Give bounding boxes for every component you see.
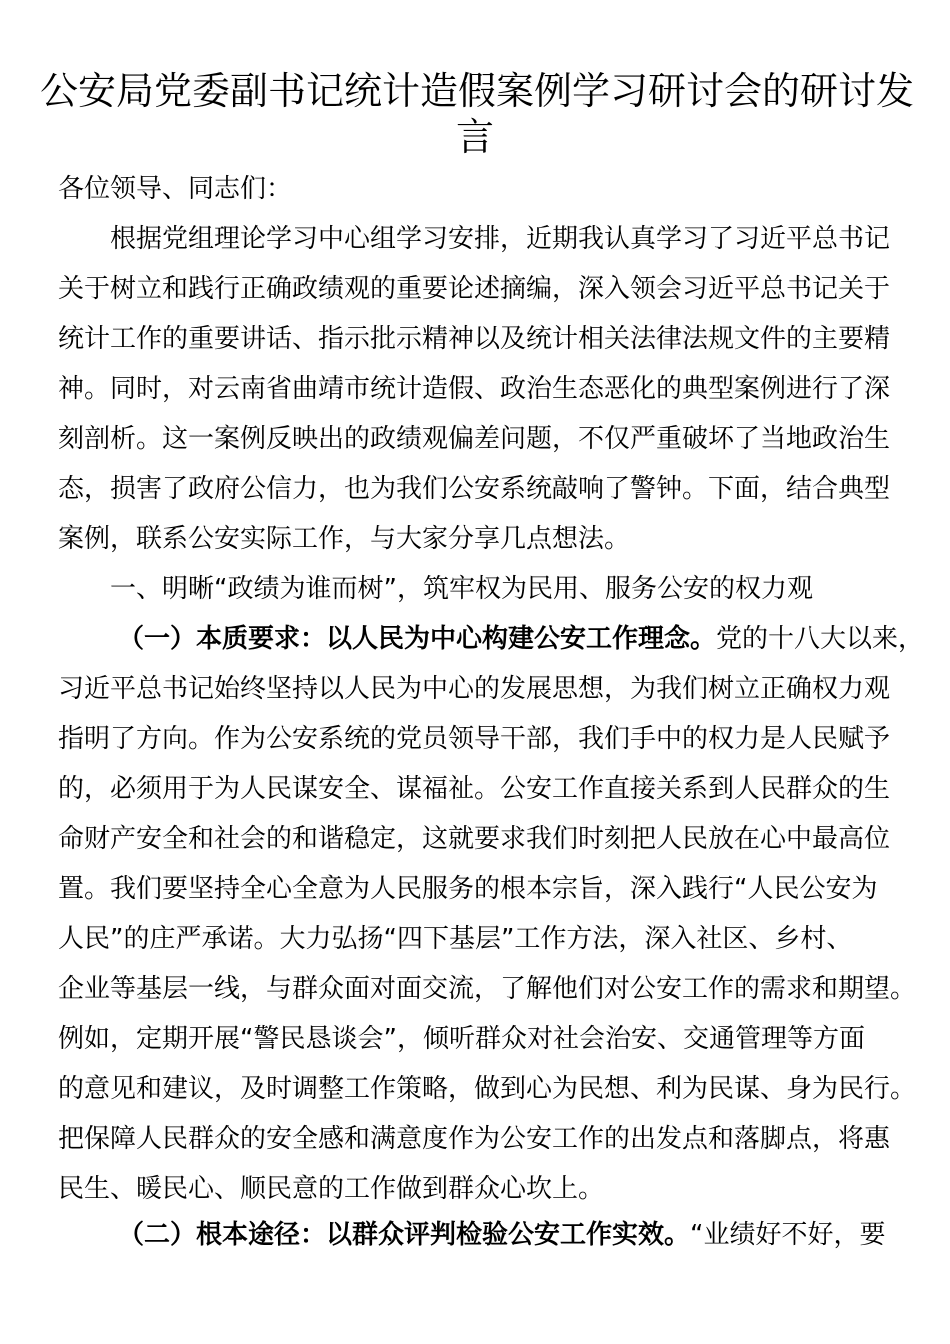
subsection-1-heading: （一）本质要求：以人民为中心构建公安工作理念。 — [118, 624, 717, 654]
subsection-2-heading: （二）根本途径：以群众评判检验公安工作实效。 — [118, 1220, 691, 1250]
subsection-1-first-line — [118, 622, 924, 656]
intro-line: 关于树立和践行正确政绩观的重要论述摘编，深入领会习近平总书记关于 — [58, 274, 891, 304]
document-title-line-2: 言 — [455, 115, 494, 159]
subsection-1-line: 人民”的庄严承诺。大力弘扬“四下基层”工作方法，深入社区、乡村、 — [58, 924, 853, 954]
subsection-2-first-line-text: “业绩好不好，要 — [690, 1220, 886, 1250]
intro-line: 统计工作的重要讲话、指示批示精神以及统计相关法律法规文件的主要精 — [58, 324, 891, 354]
intro-line: 刻剖析。这一案例反映出的政绩观偏差问题，不仅严重破坏了当地政治生 — [58, 424, 891, 454]
subsection-1-line: 命财产安全和社会的和谐稳定，这就要求我们时刻把人民放在心中最高位 — [58, 824, 891, 854]
subsection-1-line: 把保障人民群众的安全感和满意度作为公安工作的出发点和落脚点，将惠 — [58, 1124, 891, 1154]
section-1-heading: 一、明晰“政绩为谁而树”，筑牢权为民用、服务公安的权力观 — [110, 574, 813, 604]
intro-line: 态，损害了政府公信力，也为我们公安系统敲响了警钟。下面，结合典型 — [58, 474, 891, 504]
subsection-2-first-line — [118, 1218, 886, 1252]
subsection-1-line: 习近平总书记始终坚持以人民为中心的发展思想，为我们树立正确权力观 — [58, 674, 891, 704]
document-title-line-1: 公安局党委副书记统计造假案例学习研讨会的研讨发 — [40, 69, 915, 113]
salutation: 各位领导、同志们： — [58, 174, 293, 204]
subsection-1-line: 的意见和建议，及时调整工作策略，做到心为民想、利为民谋、身为民行。 — [58, 1074, 917, 1104]
intro-line: 神。同时，对云南省曲靖市统计造假、政治生态恶化的典型案例进行了深 — [58, 374, 891, 404]
intro-line: 根据党组理论学习中心组学习安排，近期我认真学习了习近平总书记 — [110, 224, 891, 254]
intro-line: 案例，联系公安实际工作，与大家分享几点想法。 — [58, 524, 631, 554]
subsection-1-line: 例如，定期开展“警民恳谈会”，倾听群众对社会治安、交通管理等方面 — [58, 1024, 865, 1054]
subsection-1-line: 置。我们要坚持全心全意为人民服务的根本宗旨，深入践行“人民公安为 — [58, 874, 878, 904]
subsection-1-line: 企业等基层一线，与群众面对面交流，了解他们对公安工作的需求和期望。 — [58, 974, 917, 1004]
subsection-1-line: 民生、暖民心、顺民意的工作做到群众心坎上。 — [58, 1174, 605, 1204]
subsection-1-first-line-text: 党的十八大以来， — [716, 624, 925, 654]
subsection-1-line: 的，必须用于为人民谋安全、谋福祉。公安工作直接关系到人民群众的生 — [58, 774, 891, 804]
subsection-1-line: 指明了方向。作为公安系统的党员领导干部，我们手中的权力是人民赋予 — [58, 724, 891, 754]
